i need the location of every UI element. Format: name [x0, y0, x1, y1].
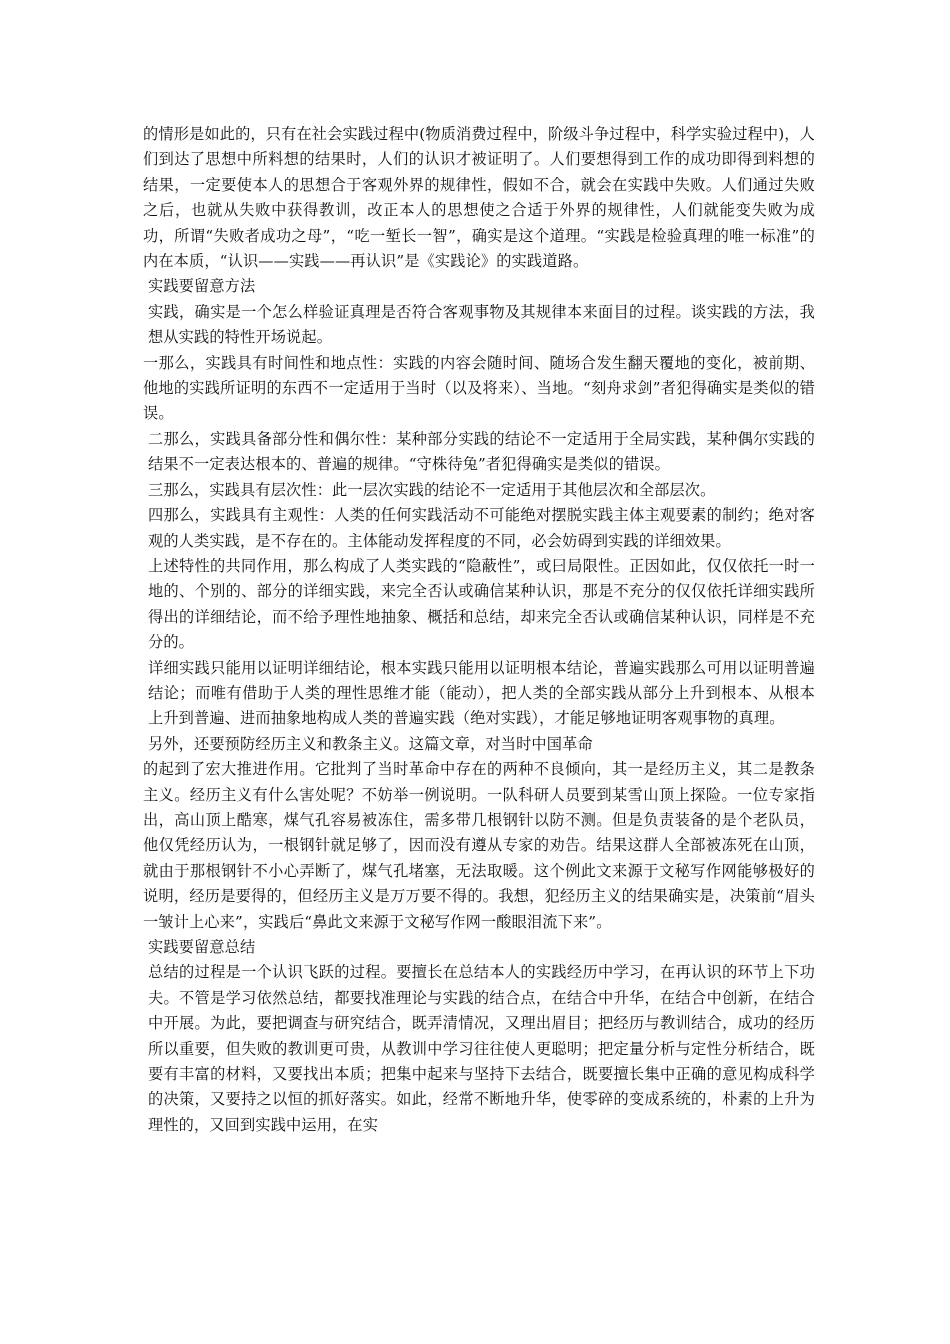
paragraph-3: 一那么，实践具有时间性和地点性：实践的内容会随时间、随场合发生翻天覆地的变化，被前期、他地的实践所证明的东西不一定适用于当时（以及将来）、当地。“刻舟求剑”者犯得确实是类似的错误。 — [143, 353, 815, 423]
paragraph-6: 四那么，实践具有主观性：人类的任何实践活动不可能绝对摆脱实践主体主观要素的制约；绝对客观的人类实践，是不存在的。主体能动发挥程度的不同，必会妨碍到实践的详细效果。 — [148, 506, 815, 550]
paragraph-11: 总结的过程是一个认识飞跃的过程。要擅长在总结本人的实践经历中学习，在再认识的环节上下功夫。不管是学习依然总结，都要找准理论与实践的结合点，在结合中升华，在结合中创新，在结合中开展。为此，要把调查与研究结合，既弄清情况，又理出眉目；把经历与教训结合，成功的经历所以重要，但失败的教训更可贵，从教训中学习往往使人更聪明；把定量分析与定性分析结合，既要有丰富的材料，又要找出本质；把集中起来与坚持下去结合，既要擅长集中正确的意见构成科学的决策，又要持之以恒的抓好落实。如此，经常不断地升华，使零碎的变成系统的，朴素的上升为理性的，又回到实践中运用，在实 — [148, 963, 815, 1134]
paragraph-1: 的情形是如此的，只有在社会实践过程中(物质消费过程中，阶级斗争过程中，科学实验过程中)，人们到达了思想中所料想的结果时，人们的认识才被证明了。人们要想得到工作的成功即得到料想的结果，一定要使本人的思想合于客观外界的规律性，假如不合，就会在实践中失败。人们通过失败之后，也就从失败中获得教训，改正本人的思想使之合适于外界的规律性，人们就能变失败为成功，所谓“失败者成功之母”，“吃一堑长一智”，确实是这个道理。“实践是检验真理的唯一标准”的内在本质，“认识——实践——再认识”是《实践论》的实践道路。 — [143, 125, 815, 271]
paragraph-10: 的起到了宏大推进作用。它批判了当时革命中存在的两种不良倾向，其一是经历主义，其二是教条主义。经历主义有什么害处呢？不妨举一例说明。一队科研人员要到某雪山顶上探险。一位专家指出，高山顶上酷寒，煤气孔容易被冻住，需多带几根钢针以防不测。但是负责装备的是个老队员，他仅凭经历认为，一根钢针就足够了，因而没有遵从专家的劝告。结果这群人全部被冻死在山顶，就由于那根钢针不小心弄断了，煤气孔堵塞，无法取暖。这个例此文来源于文秘写作网能够极好的说明，经历是要得的，但经历主义是万万要不得的。我想，犯经历主义的结果确实是，决策前“眉头一皱计上心来”，实践后“鼻此文来源于文秘写作网一酸眼泪流下来”。 — [143, 760, 815, 931]
heading-practice-summary: 实践要留意总结 — [148, 938, 256, 956]
paragraph-9: 另外，还要预防经历主义和教条主义。这篇文章，对当时中国革命 — [148, 734, 593, 753]
paragraph-4: 二那么，实践具备部分性和偶尔性：某种部分实践的结论不一定适用于全局实践，某种偶尔实践的结果不一定表达根本的、普遍的规律。“守株待兔”者犯得确实是类似的错误。 — [148, 429, 815, 474]
document-body — [143, 122, 815, 1138]
heading-practice-method: 实践要留意方法 — [148, 277, 256, 296]
paragraph-7: 上述特性的共同作用，那么构成了人类实践的“隐蔽性”，或曰局限性。正因如此，仅仅依托一时一地的、个别的、部分的详细实践，来完全否认或确信某种认识，那是不充分的仅仅依托详细实践所得出的详细结论，而不给予理性地抽象、概括和总结，却来完全否认或确信某种认识，同样是不充分的。 — [148, 556, 815, 652]
paragraph-2: 实践，确实是一个怎么样验证真理是否符合客观事物及其规律本来面目的过程。谈实践的方法，我想从实践的特性开场说起。 — [148, 302, 815, 347]
paragraph-5: 三那么，实践具有层次性：此一层次实践的结论不一定适用于其他层次和全部层次。 — [148, 480, 716, 499]
paragraph-8: 详细实践只能用以证明详细结论，根本实践只能用以证明根本结论，普遍实践那么可用以证明普遍结论；而唯有借助于人类的理性思维才能（能动），把人类的全部实践从部分上升到根本、从根本上升到普遍、进而抽象地构成人类的普遍实践（绝对实践），才能足够地证明客观事物的真理。 — [148, 658, 815, 728]
